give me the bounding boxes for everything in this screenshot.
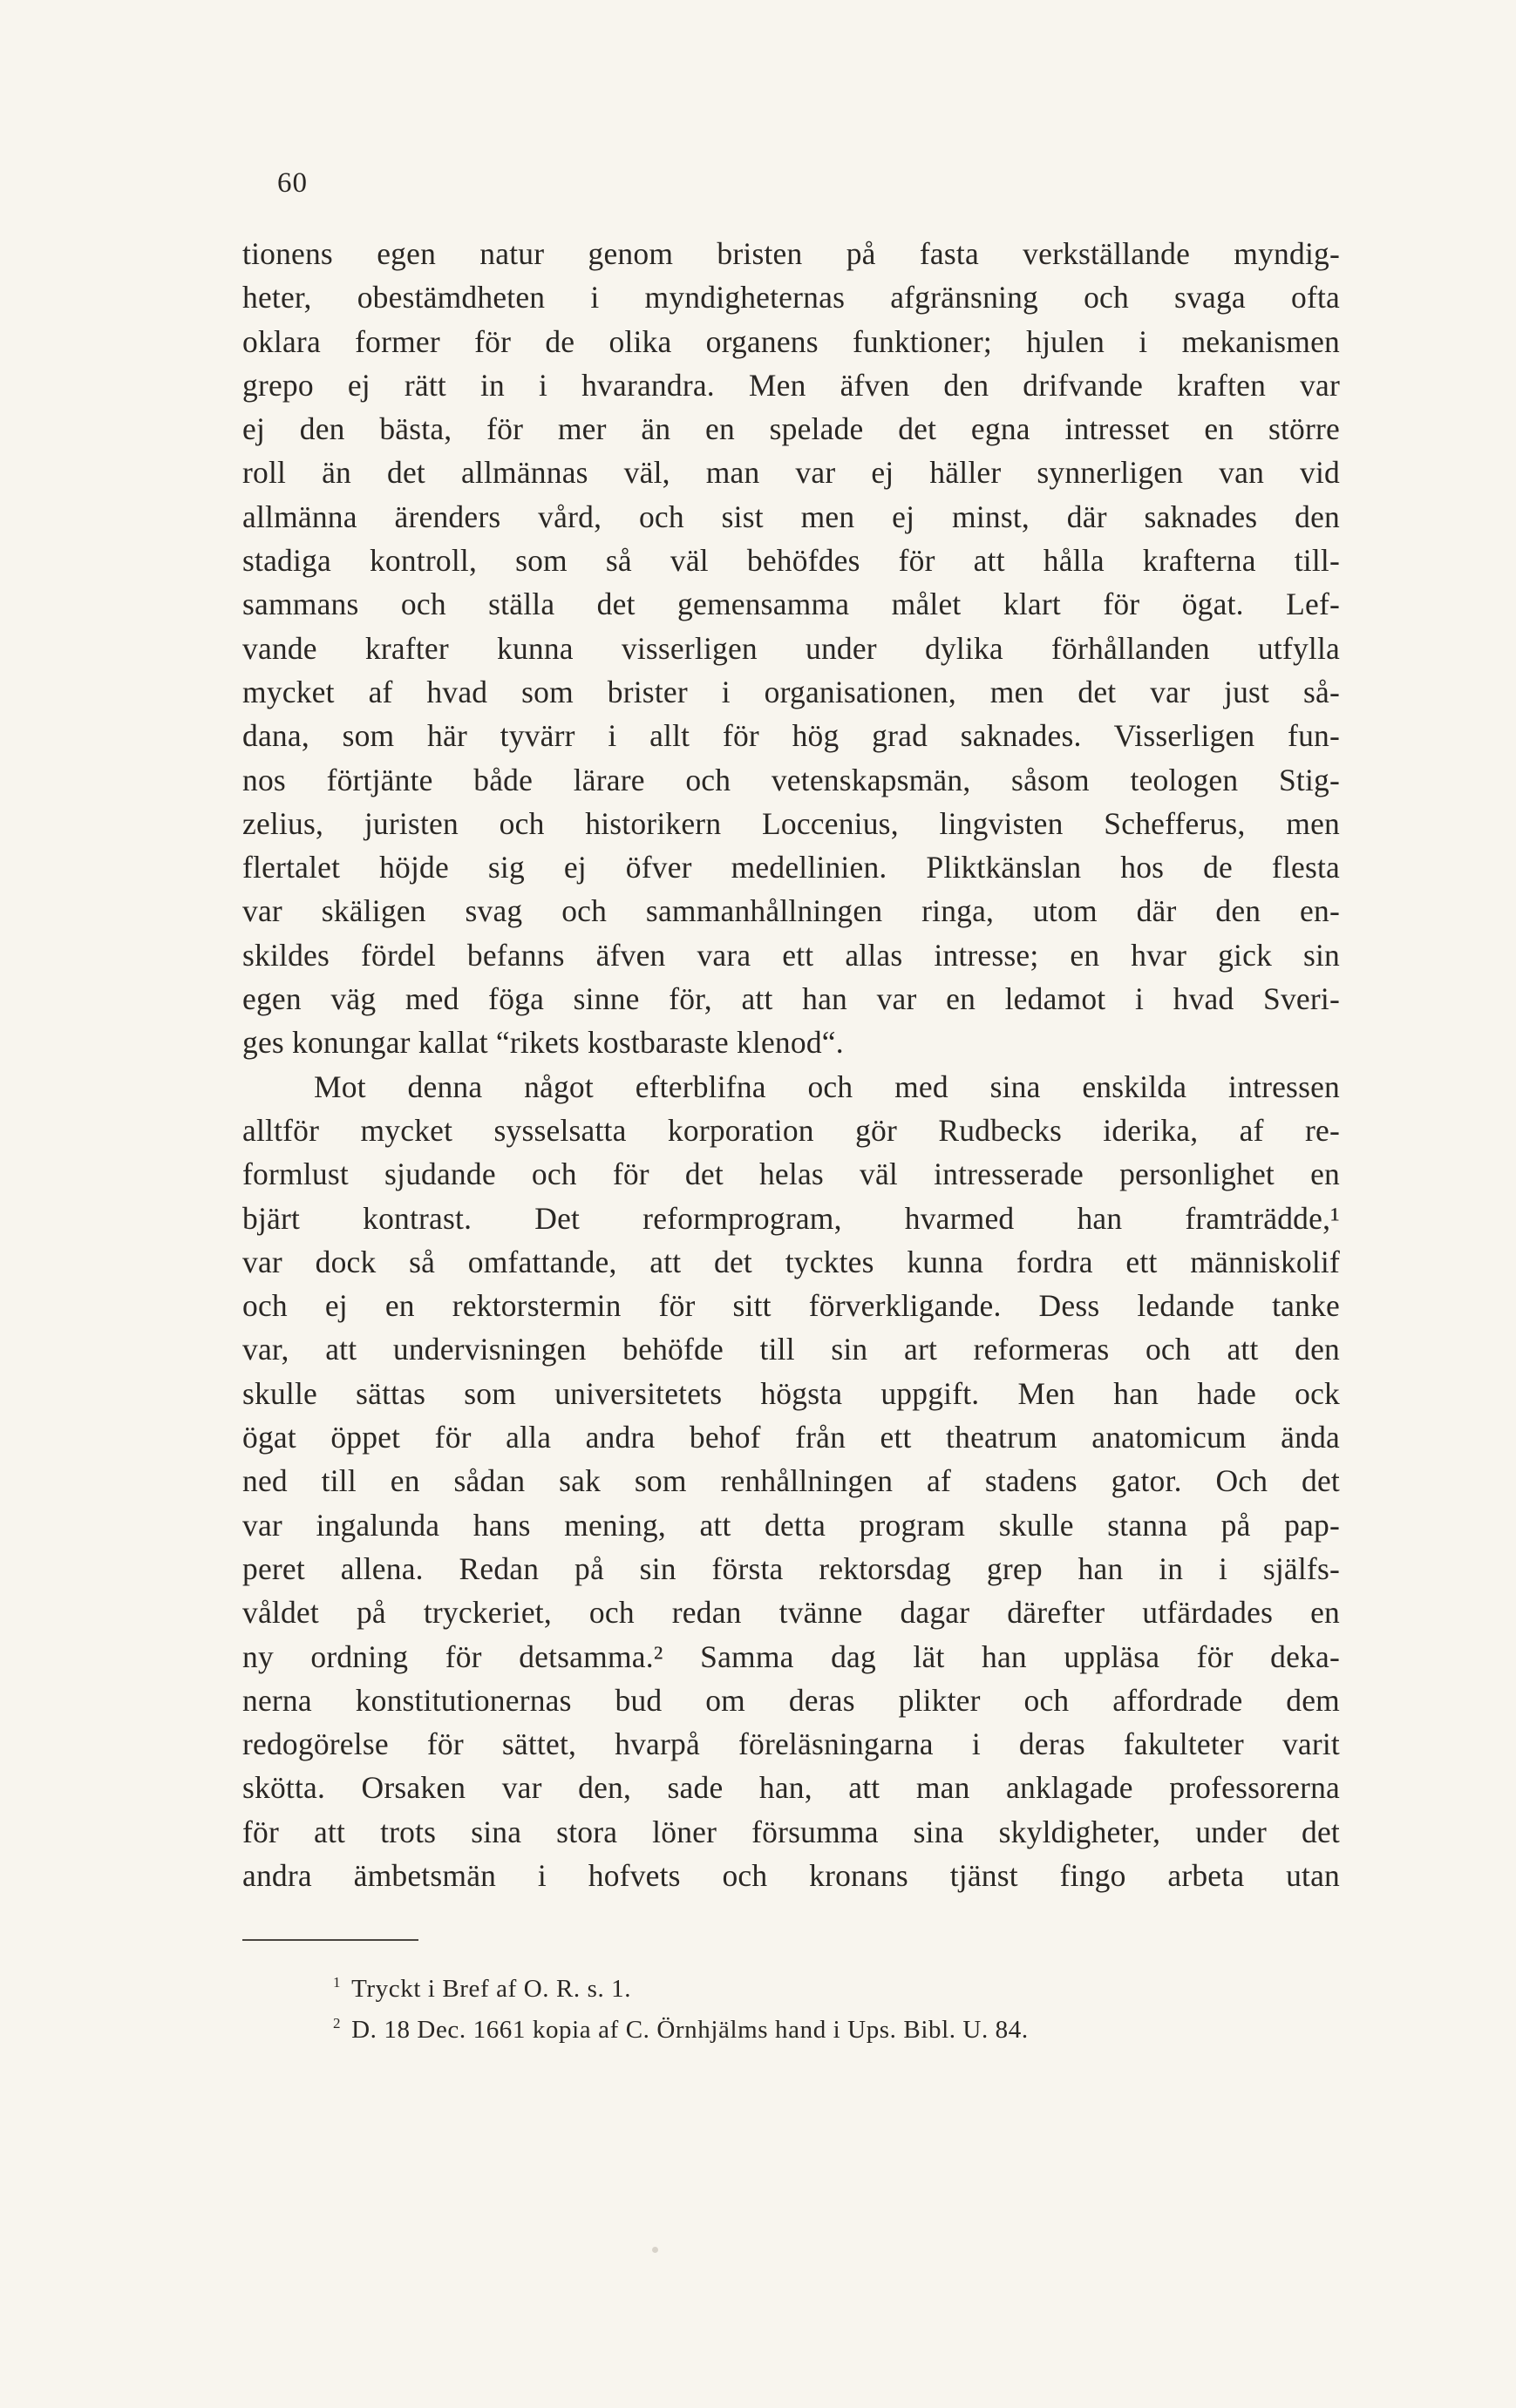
page-number: 60 xyxy=(277,167,308,199)
footnote-divider xyxy=(242,1939,418,1941)
text-line: var skäligen svag och sammanhållningen ringa, utom där den en- xyxy=(242,893,1340,929)
text-line: roll än det allmännas väl, man var ej häller synnerligen van vid xyxy=(242,455,1340,491)
footnote-text: Tryckt i Bref af O. R. s. 1. xyxy=(351,1975,632,2003)
text-line: var, att undervisningen behöfde till sin art reformeras och att den xyxy=(242,1332,1340,1367)
text-line: alltför mycket sysselsatta korporation gör Rudbecks iderika, af re- xyxy=(242,1112,1340,1148)
text-line: zelius, juristen och historikern Loccenius, lingvisten Schefferus, men xyxy=(242,805,1340,841)
text-line: tionens egen natur genom bristen på fasta verkställande myndig- xyxy=(242,236,1340,271)
text-line: egen väg med föga sinne för, att han var en ledamot i hvad Sveri- xyxy=(242,981,1340,1017)
text-line: vande krafter kunna visserligen under dylika förhållanden utfylla xyxy=(242,630,1340,666)
paper-speck xyxy=(652,2247,658,2253)
footnotes xyxy=(333,1962,1336,2044)
footnote-mark: 1 xyxy=(333,1974,342,1991)
text-line: oklara former för de olika organens funktioner; hjulen i mekanismen xyxy=(242,323,1340,359)
text-line: skulle sättas som universitetets högsta uppgift. Men han hade ock xyxy=(242,1375,1340,1411)
text-line: var dock så omfattande, att det tycktes kunna fordra ett människolif xyxy=(242,1244,1340,1279)
footnote-mark: 2 xyxy=(333,2015,342,2032)
text-line: peret allena. Redan på sin första rektorsdag grep han in i själfs- xyxy=(242,1550,1340,1586)
text-line: nerna konstitutionernas bud om deras plikter och affordrade dem xyxy=(242,1682,1340,1718)
text-line: ögat öppet för alla andra behof från ett theatrum anatomicum ända xyxy=(242,1420,1340,1455)
text-line: mycket af hvad som brister i organisationen, men det var just så- xyxy=(242,674,1340,709)
footnote-text: D. 18 Dec. 1661 kopia af C. Örnhjälms hand i Ups. Bibl. U. 84. xyxy=(351,2016,1029,2044)
text-line: och ej en rektorstermin för sitt förverkligande. Dess ledande tanke xyxy=(242,1288,1340,1324)
text-line: för att trots sina stora löner försumma sina skyldigheter, under det xyxy=(242,1814,1340,1849)
text-line: heter, obestämdheten i myndigheternas afgränsning och svaga ofta xyxy=(242,280,1340,315)
text-line: redogörelse för sättet, hvarpå föreläsningarna i deras fakulteter varit xyxy=(242,1726,1340,1762)
text-line: ges konungar kallat “rikets kostbaraste klenod“. xyxy=(242,1025,844,1061)
text-line: stadiga kontroll, som så väl behöfdes för att hålla krafterna till- xyxy=(242,543,1340,579)
text-line: bjärt kontrast. Det reformprogram, hvarmed han framträdde,¹ xyxy=(242,1200,1340,1236)
text-line: nos förtjänte både lärare och vetenskapsmän, såsom teologen Stig- xyxy=(242,762,1340,797)
text-line: formlust sjudande och för det helas väl intresserade personlighet en xyxy=(242,1157,1340,1192)
text-line: ned till en sådan sak som renhållningen af stadens gator. Och det xyxy=(242,1463,1340,1499)
text-line: dana, som här tyvärr i allt för hög grad saknades. Visserligen fun- xyxy=(242,718,1340,754)
body-text xyxy=(242,232,1340,1897)
text-line: ny ordning för detsamma.² Samma dag lät han uppläsa för deka- xyxy=(242,1638,1340,1674)
text-line: flertalet höjde sig ej öfver medellinien. Pliktkänslan hos de flesta xyxy=(242,850,1340,885)
text-line: allmänna ärenders vård, och sist men ej minst, där saknades den xyxy=(242,499,1340,534)
footnote xyxy=(333,1962,1336,2003)
text-line: sammans och ställa det gemensamma målet klart för ögat. Lef- xyxy=(242,587,1340,622)
text-line: våldet på tryckeriet, och redan tvänne dagar därefter utfärdades en xyxy=(242,1595,1340,1631)
text-line: grepo ej rätt in i hvarandra. Men äfven den drifvande kraften var xyxy=(242,367,1340,403)
text-line: ej den bästa, för mer än en spelade det egna intresset en större xyxy=(242,411,1340,447)
text-line: var ingalunda hans mening, att detta program skulle stanna på pap- xyxy=(242,1507,1340,1543)
text-line: andra ämbetsmän i hofvets och kronans tjänst fingo arbeta utan xyxy=(242,1857,1340,1893)
text-line: Mot denna något efterblifna och med sina enskilda intressen xyxy=(314,1068,1340,1104)
text-line: skildes fördel befanns äfven vara ett allas intresse; en hvar gick sin xyxy=(242,937,1340,973)
text-line: skötta. Orsaken var den, sade han, att man anklagade professorerna xyxy=(242,1770,1340,1806)
footnote xyxy=(333,2003,1336,2044)
